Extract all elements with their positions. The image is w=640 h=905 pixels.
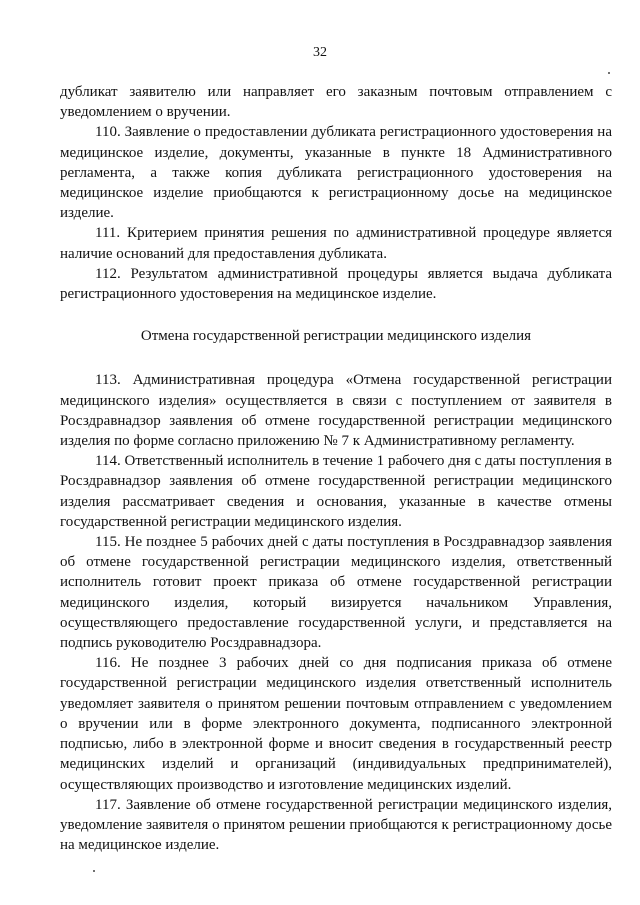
document-body (60, 82, 612, 855)
paragraph-113: 113. Административная процедура «Отмена государственной регистрации медицинского изделия» осуществляется в связи с поступлением от заявителя в Росздравнадзор заявления об отмене государственной регистрации медицинского изделия по форме согласно приложению № 7 к Административному регламенту. (60, 372, 612, 450)
paragraph-115: 115. Не позднее 5 рабочих дней с даты поступления в Росздравнадзор заявления об отмене государственной регистрации медицинского изделия, ответственный исполнитель готовит проект приказа об отмене государственной регистрации медицинского изделия, который визируется начальником Управления, осуществляющего предоставление государственной услуги, и представляется на подпись руководителю Росздравнадзора. (60, 534, 612, 652)
paragraph-continuation: дубликат заявителю или направляет его заказным почтовым отправлением с уведомлением о вручении. (60, 84, 612, 121)
paragraph-117: 117. Заявление об отмене государственной регистрации медицинского изделия, уведомление заявителя о принятом решении приобщаются к регистрационному досье на медицинское изделие. (60, 796, 612, 854)
scan-speck (608, 72, 610, 74)
paragraph-111: 111. Критерием принятия решения по административной процедуре является наличие оснований для предоставления дубликата. (60, 225, 612, 262)
section-heading: Отмена государственной регистрации медицинского изделия (140, 328, 532, 345)
paragraph-110: 110. Заявление о предоставлении дубликата регистрационного удостоверения на медицинское изделие, документы, указанные в пункте 18 Административного регламента, а также копия дубликата регистрационного удостоверения на медицинское изделие приобщаются к регистрационному досье на медицинское изделие. (60, 124, 612, 222)
page-number: 32 (313, 45, 327, 60)
scan-speck (93, 870, 95, 872)
paragraph-112: 112. Результатом административной процедуры является выдача дубликата регистрационного удостоверения на медицинское изделие. (60, 265, 612, 303)
paragraph-114: 114. Ответственный исполнитель в течение 1 рабочего дня с даты поступления в Росздравнадзор заявления об отмене государственной регистрации медицинского изделия рассматривает сведения и основания, указанные в качестве отмены государственной регистрации медицинского изделия. (60, 453, 612, 530)
paragraph-116: 116. Не позднее 3 рабочих дней со дня подписания приказа об отмене государственной регистрации медицинского изделия ответственный исполнитель уведомляет заявителя о принятом решении почтовым отправлением с уведомлением о вручении или в форме электронного документа, подписанного электронной подписью, либо в электронной форме и вносит сведения в государственный реестр медицинских изделий и организаций (индивидуальных предпринимателей), осуществляющих производство и изготовление медицинских изделий. (60, 655, 612, 793)
